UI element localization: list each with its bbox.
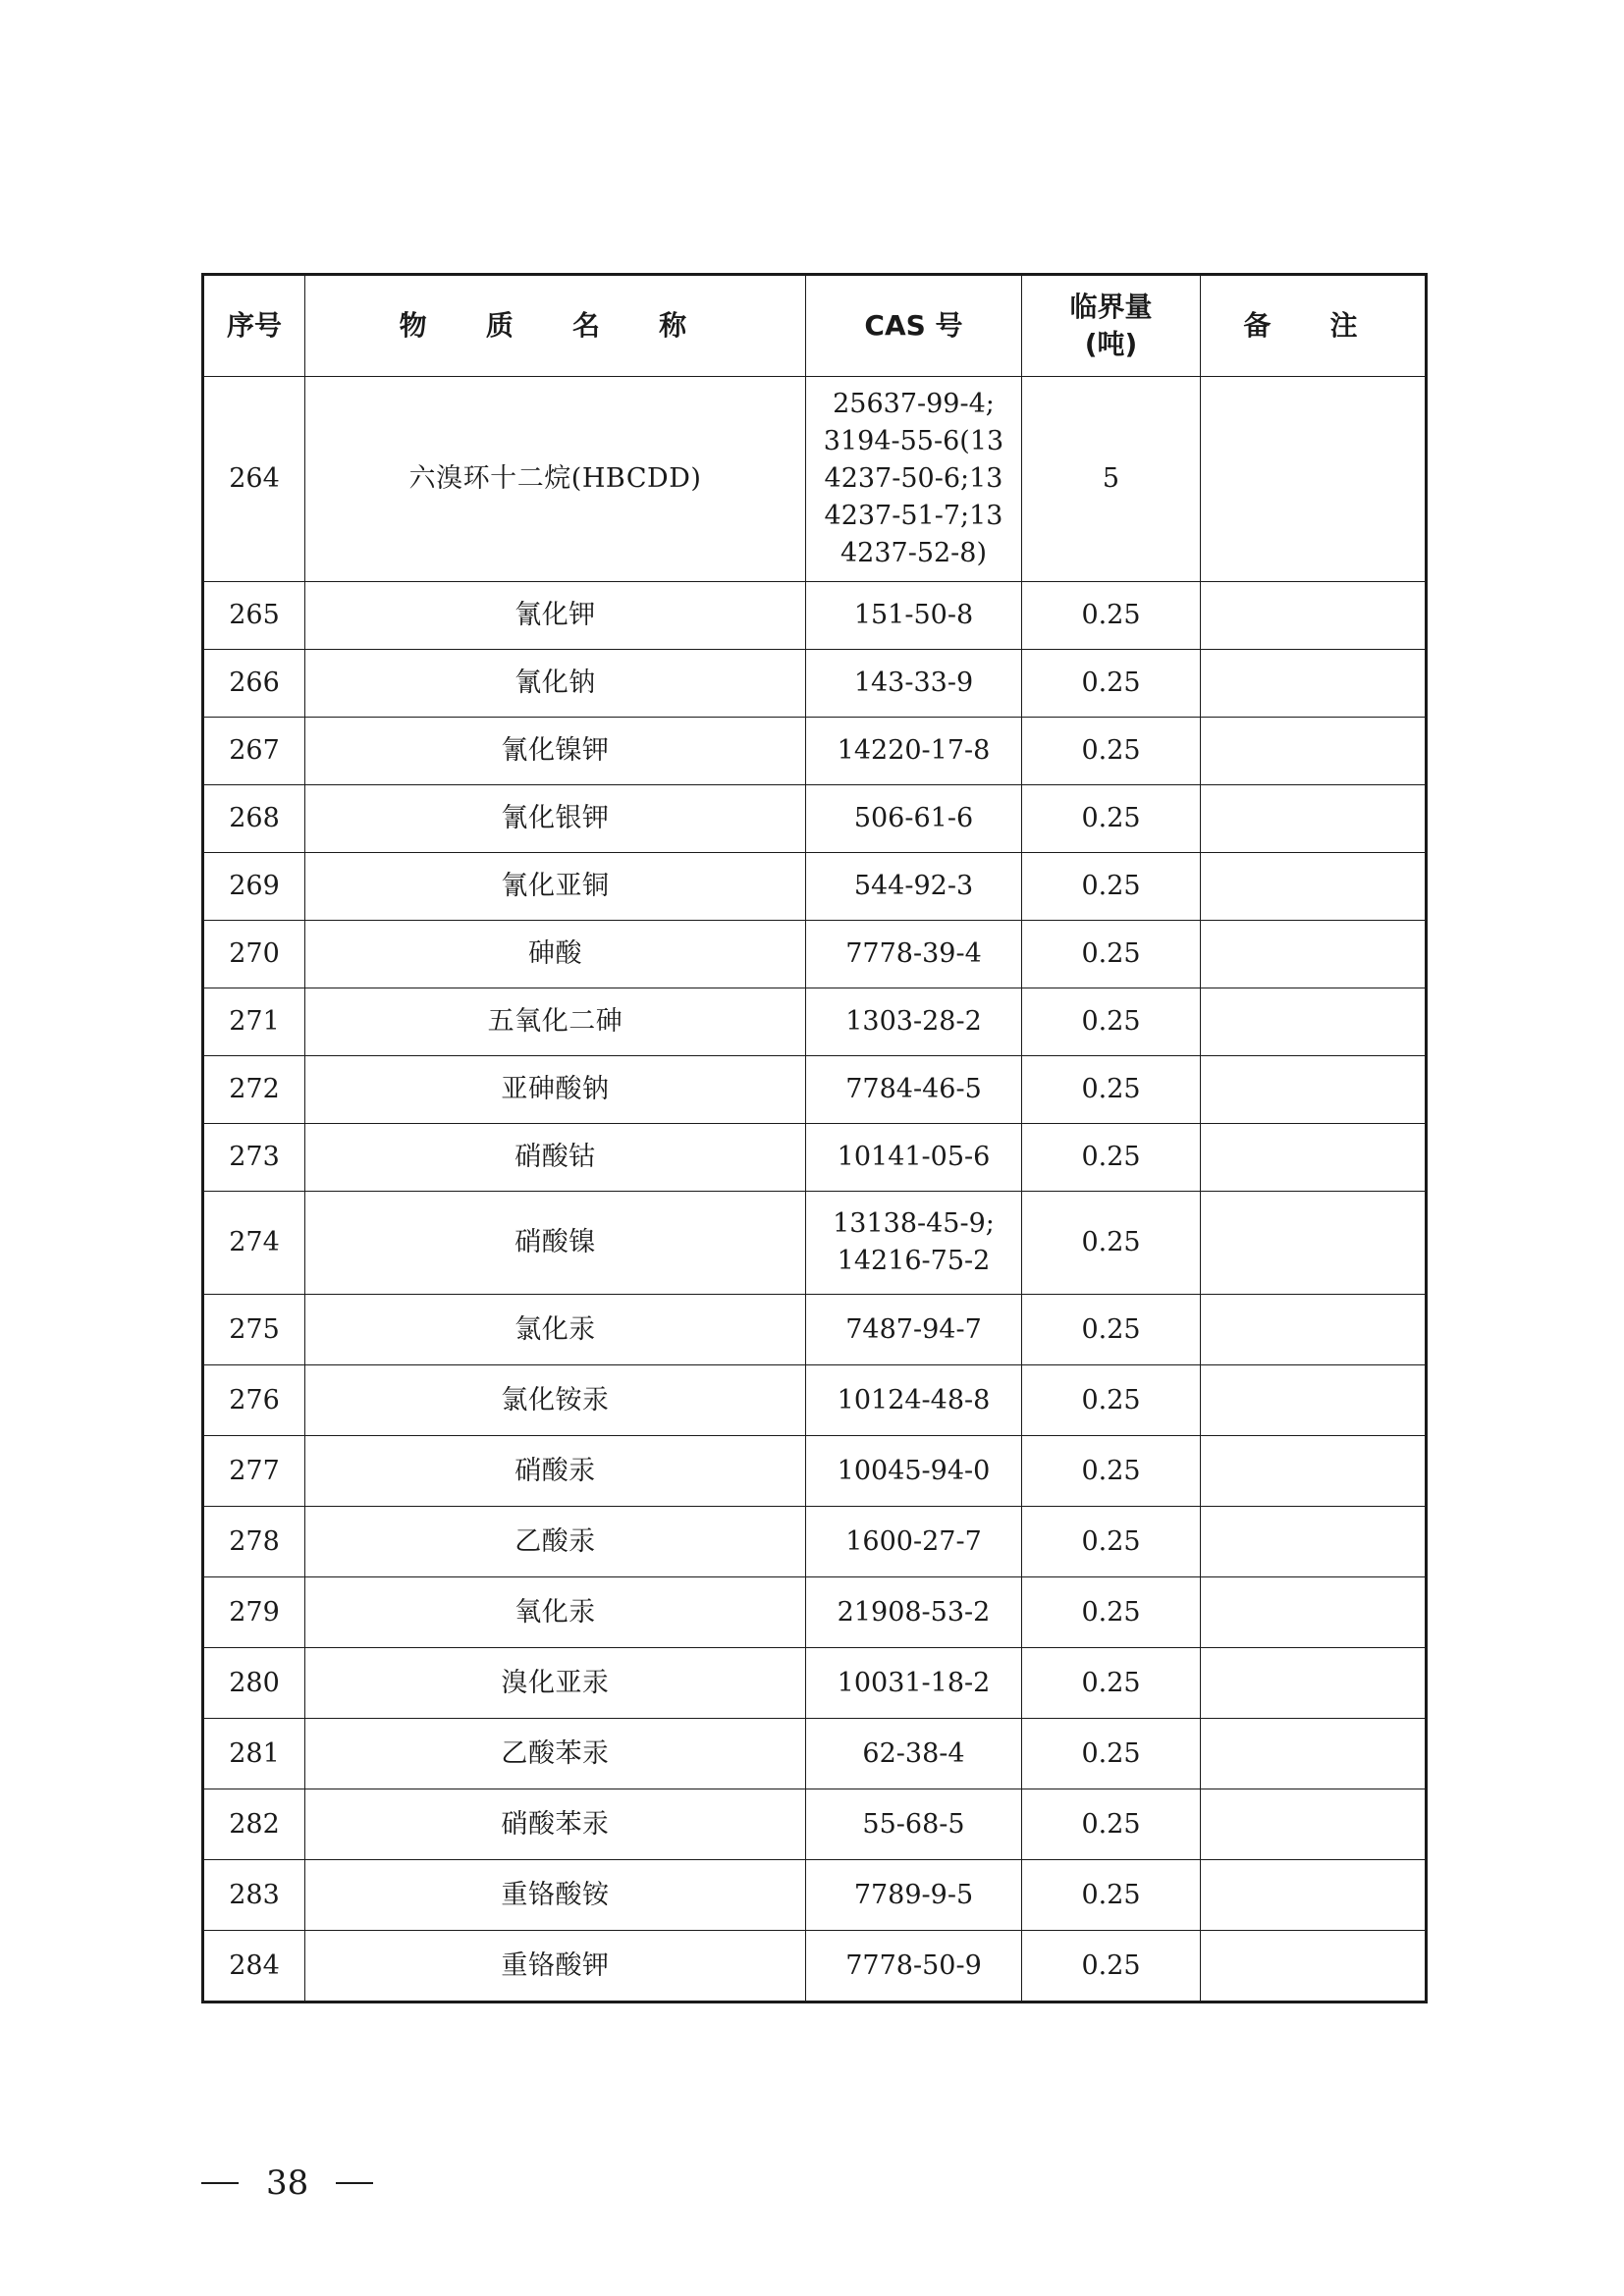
cell-index: 280 <box>203 1648 305 1719</box>
cell-substance-name: 五氧化二砷 <box>305 988 806 1056</box>
cell-threshold: 0.25 <box>1022 1507 1201 1577</box>
cell-threshold: 0.25 <box>1022 1789 1201 1860</box>
cell-index: 266 <box>203 650 305 718</box>
cell-substance-name: 氰化镍钾 <box>305 718 806 785</box>
cell-threshold: 0.25 <box>1022 1719 1201 1789</box>
table-row <box>203 1789 1427 1860</box>
cell-remark <box>1201 377 1427 582</box>
cell-cas-number: 10031-18-2 <box>806 1648 1022 1719</box>
cell-cas-number: 55-68-5 <box>806 1789 1022 1860</box>
table-row <box>203 1860 1427 1931</box>
cell-threshold: 0.25 <box>1022 582 1201 650</box>
cell-index: 278 <box>203 1507 305 1577</box>
table-row <box>203 785 1427 853</box>
page-number: 38 <box>266 2163 309 2203</box>
cell-index: 276 <box>203 1365 305 1436</box>
cell-threshold: 0.25 <box>1022 1365 1201 1436</box>
cell-threshold: 0.25 <box>1022 1124 1201 1192</box>
cell-cas-number: 62-38-4 <box>806 1719 1022 1789</box>
cell-remark <box>1201 785 1427 853</box>
cell-threshold: 5 <box>1022 377 1201 582</box>
cell-cas-number: 10124-48-8 <box>806 1365 1022 1436</box>
cell-remark <box>1201 921 1427 988</box>
table-row <box>203 1577 1427 1648</box>
footer-dash-left <box>201 2182 239 2184</box>
cell-index: 273 <box>203 1124 305 1192</box>
cell-index: 283 <box>203 1860 305 1931</box>
table-header-row <box>203 275 1427 377</box>
cell-cas-number: 7784-46-5 <box>806 1056 1022 1124</box>
table-row <box>203 1507 1427 1577</box>
cell-remark <box>1201 650 1427 718</box>
cell-substance-name: 氧化汞 <box>305 1577 806 1648</box>
cell-cas-number: 544-92-3 <box>806 853 1022 921</box>
substance-table <box>201 273 1428 2003</box>
cell-cas-number: 1600-27-7 <box>806 1507 1022 1577</box>
cell-cas-number: 10045-94-0 <box>806 1436 1022 1507</box>
cell-remark <box>1201 1507 1427 1577</box>
cell-threshold: 0.25 <box>1022 1295 1201 1365</box>
cell-index: 274 <box>203 1192 305 1295</box>
table-row <box>203 582 1427 650</box>
cell-index: 272 <box>203 1056 305 1124</box>
cell-threshold: 0.25 <box>1022 785 1201 853</box>
cell-index: 267 <box>203 718 305 785</box>
cell-remark <box>1201 1789 1427 1860</box>
cell-index: 270 <box>203 921 305 988</box>
cell-substance-name: 砷酸 <box>305 921 806 988</box>
cell-cas-number: 14220-17-8 <box>806 718 1022 785</box>
cell-index: 281 <box>203 1719 305 1789</box>
table-row <box>203 1931 1427 2002</box>
cell-threshold: 0.25 <box>1022 853 1201 921</box>
cell-remark <box>1201 1648 1427 1719</box>
cell-substance-name: 氰化银钾 <box>305 785 806 853</box>
cell-substance-name: 乙酸汞 <box>305 1507 806 1577</box>
cell-remark <box>1201 1577 1427 1648</box>
header-cas-number: CAS 号 <box>806 275 1022 377</box>
table-row <box>203 1365 1427 1436</box>
cell-index: 277 <box>203 1436 305 1507</box>
cell-remark <box>1201 1192 1427 1295</box>
cell-remark <box>1201 1931 1427 2002</box>
table-row <box>203 988 1427 1056</box>
cell-substance-name: 重铬酸钾 <box>305 1931 806 2002</box>
cell-substance-name: 硝酸钴 <box>305 1124 806 1192</box>
cell-threshold: 0.25 <box>1022 1648 1201 1719</box>
cell-index: 265 <box>203 582 305 650</box>
page-footer <box>201 2160 373 2207</box>
cell-remark <box>1201 988 1427 1056</box>
header-threshold: 临界量 (吨) <box>1022 275 1201 377</box>
cell-remark <box>1201 1860 1427 1931</box>
table-row <box>203 1192 1427 1295</box>
table-row <box>203 921 1427 988</box>
cell-remark <box>1201 1365 1427 1436</box>
cell-threshold: 0.25 <box>1022 1192 1201 1295</box>
cell-substance-name: 亚砷酸钠 <box>305 1056 806 1124</box>
cell-remark <box>1201 1436 1427 1507</box>
table-row <box>203 1648 1427 1719</box>
cell-index: 271 <box>203 988 305 1056</box>
cell-index: 268 <box>203 785 305 853</box>
cell-cas-number: 25637-99-4; 3194-55-6(13 4237-50-6;13 4237-51-7;13 4237-52-8) <box>806 377 1022 582</box>
table-row <box>203 650 1427 718</box>
cell-index: 284 <box>203 1931 305 2002</box>
header-remark: 备 注 <box>1201 275 1427 377</box>
cell-substance-name: 硝酸苯汞 <box>305 1789 806 1860</box>
cell-remark <box>1201 1719 1427 1789</box>
cell-remark <box>1201 582 1427 650</box>
table-row <box>203 853 1427 921</box>
footer-dash-right <box>336 2182 373 2184</box>
cell-substance-name: 氰化钠 <box>305 650 806 718</box>
cell-substance-name: 重铬酸铵 <box>305 1860 806 1931</box>
cell-threshold: 0.25 <box>1022 1577 1201 1648</box>
cell-substance-name: 硝酸镍 <box>305 1192 806 1295</box>
cell-substance-name: 氰化亚铜 <box>305 853 806 921</box>
cell-cas-number: 143-33-9 <box>806 650 1022 718</box>
table-row <box>203 1056 1427 1124</box>
cell-remark <box>1201 718 1427 785</box>
cell-threshold: 0.25 <box>1022 1436 1201 1507</box>
cell-substance-name: 氯化铵汞 <box>305 1365 806 1436</box>
cell-substance-name: 乙酸苯汞 <box>305 1719 806 1789</box>
cell-index: 279 <box>203 1577 305 1648</box>
table-row <box>203 1719 1427 1789</box>
cell-substance-name: 六溴环十二烷(HBCDD) <box>305 377 806 582</box>
cell-index: 282 <box>203 1789 305 1860</box>
cell-cas-number: 7778-50-9 <box>806 1931 1022 2002</box>
cell-substance-name: 氰化钾 <box>305 582 806 650</box>
cell-threshold: 0.25 <box>1022 1860 1201 1931</box>
cell-substance-name: 溴化亚汞 <box>305 1648 806 1719</box>
table-row <box>203 377 1427 582</box>
header-index: 序号 <box>203 275 305 377</box>
cell-cas-number: 21908-53-2 <box>806 1577 1022 1648</box>
cell-threshold: 0.25 <box>1022 921 1201 988</box>
cell-index: 264 <box>203 377 305 582</box>
cell-threshold: 0.25 <box>1022 1931 1201 2002</box>
cell-cas-number: 7778-39-4 <box>806 921 1022 988</box>
cell-threshold: 0.25 <box>1022 650 1201 718</box>
table-body <box>203 377 1427 2002</box>
cell-index: 275 <box>203 1295 305 1365</box>
cell-threshold: 0.25 <box>1022 1056 1201 1124</box>
cell-remark <box>1201 1124 1427 1192</box>
cell-remark <box>1201 1295 1427 1365</box>
cell-substance-name: 氯化汞 <box>305 1295 806 1365</box>
cell-remark <box>1201 1056 1427 1124</box>
cell-cas-number: 10141-05-6 <box>806 1124 1022 1192</box>
cell-threshold: 0.25 <box>1022 988 1201 1056</box>
table-row <box>203 1124 1427 1192</box>
cell-cas-number: 7487-94-7 <box>806 1295 1022 1365</box>
cell-cas-number: 151-50-8 <box>806 582 1022 650</box>
cell-index: 269 <box>203 853 305 921</box>
cell-substance-name: 硝酸汞 <box>305 1436 806 1507</box>
cell-cas-number: 506-61-6 <box>806 785 1022 853</box>
table-row <box>203 1436 1427 1507</box>
cell-cas-number: 13138-45-9; 14216-75-2 <box>806 1192 1022 1295</box>
cell-threshold: 0.25 <box>1022 718 1201 785</box>
header-substance-name: 物 质 名 称 <box>305 275 806 377</box>
table-row <box>203 718 1427 785</box>
cell-cas-number: 1303-28-2 <box>806 988 1022 1056</box>
cell-cas-number: 7789-9-5 <box>806 1860 1022 1931</box>
table-row <box>203 1295 1427 1365</box>
cell-remark <box>1201 853 1427 921</box>
